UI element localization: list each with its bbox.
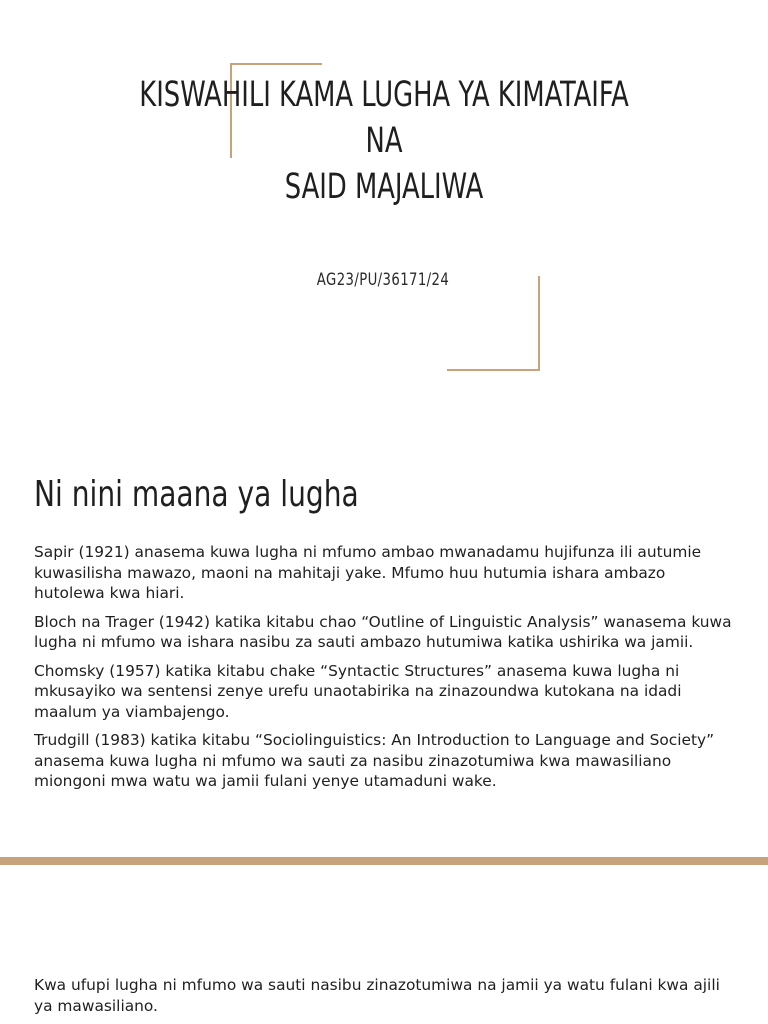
section-heading: Ni nini maana ya lugha — [34, 474, 359, 515]
page-divider — [0, 857, 768, 865]
section-body — [34, 542, 734, 800]
paragraph-sapir: Sapir (1921) anasema kuwa lugha ni mfumo ambao mwanadamu hujifunza ili autumie kuwasilisha mawazo, maoni na mahitaji yake. Mfumo huu hutumia ishara ambazo hutolewa kwa hiari. — [34, 543, 702, 602]
paragraph-trudgill: Trudgill (1983) katika kitabu “Sociolinguistics: An Introduction to Language and Society” anasema kuwa lugha ni mfumo wa sauti za nasibu zinazotumiwa kwa mawasiliano miongoni mwa watu wa jamii fulani yenye utamaduni wake. — [34, 731, 715, 790]
title-line-3: SAID MAJALIWA — [284, 167, 484, 207]
summary-block — [34, 975, 734, 1016]
decorative-corner-bottom-right — [447, 276, 540, 371]
paragraph-bloch-trager: Bloch na Trager (1942) katika kitabu chao “Outline of Linguistic Analysis” wanasema kuwa lugha ni mfumo wa ishara nasibu za sauti ambazo hutumiwa katika ushirika wa jamii. — [34, 612, 732, 651]
title-block — [102, 72, 666, 210]
registration-code: AG23/PU/36171/24 — [316, 270, 450, 290]
title-line-2: NA — [365, 121, 403, 161]
title-line-1: KISWAHILI KAMA LUGHA YA KIMATAIFA — [139, 75, 629, 115]
summary-text: Kwa ufupi lugha ni mfumo wa sauti nasibu zinazotumiwa na jamii ya watu fulani kwa ajili ya mawasiliano. — [34, 976, 720, 1015]
paragraph-chomsky: Chomsky (1957) katika kitabu chake “Syntactic Structures” anasema kuwa lugha ni mkusayiko wa sentensi zenye urefu unaotabirika na zinazoundwa kutokana na idadi maalum ya viambajengo. — [34, 661, 682, 721]
